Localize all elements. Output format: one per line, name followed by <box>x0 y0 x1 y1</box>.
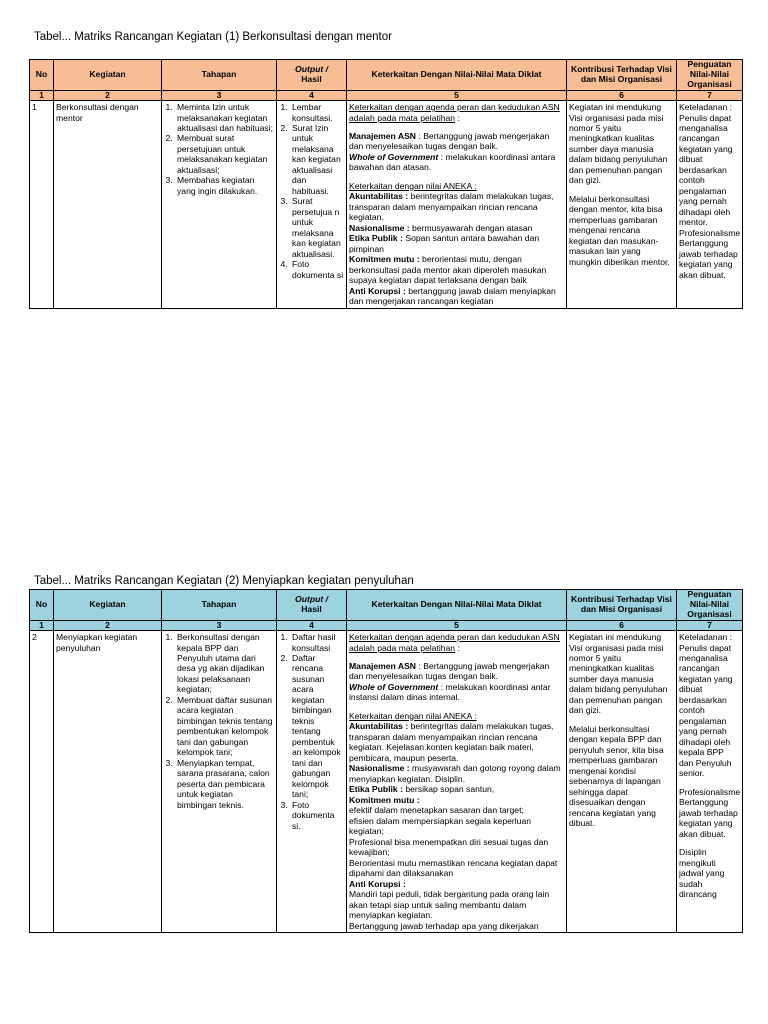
col-number: 3 <box>162 621 277 631</box>
col-number: 3 <box>162 91 277 101</box>
col-number: 7 <box>677 91 743 101</box>
header-kegiatan: Kegiatan <box>54 60 162 91</box>
tahapan-list <box>164 102 274 196</box>
list-item: 3. Menyiapkan tempat, sarana prasarana, calon peserta dan pembicara untuk kegiatan bimbingan teknis. <box>175 758 274 810</box>
col-number: 2 <box>54 621 162 631</box>
row-penguatan <box>677 631 743 933</box>
row-output <box>277 101 347 309</box>
manajemen-asn: Manajemen ASN : Bertanggung jawab mengerjakan dan menyelesaikan tugas dengan baik. <box>349 660 550 682</box>
aneka-heading: Keterkaitan dengan nilai ANEKA : <box>349 710 477 721</box>
whole-of-government: Whole of Government : melakukan koordinasi antar instansi dalam dinas internal. <box>349 681 551 703</box>
row-no: 1 <box>30 101 54 309</box>
list-item: 1. Lembar konsultasi. <box>290 102 344 123</box>
output-list <box>279 102 344 280</box>
col-number: 7 <box>677 621 743 631</box>
row-kegiatan: Menyiapkan kegiatan penyuluhan <box>54 631 162 933</box>
anti-korupsi-label: Anti Korupsi : <box>349 878 406 889</box>
header-kegiatan: Kegiatan <box>54 590 162 621</box>
header-row <box>30 590 743 621</box>
col-number: 6 <box>567 91 677 101</box>
activity-matrix-table-1 <box>29 59 743 309</box>
komitmen-mutu-line: efisien dalam mempersiapkan segala keperluan kegiatan; <box>349 815 532 837</box>
table-row <box>30 101 743 309</box>
row-output <box>277 631 347 933</box>
row-no: 2 <box>30 631 54 933</box>
penguatan-paragraph: Keteladanan : Penulis dapat menganalisa rancangan kegiatan yang dibuat berdasarkan contoh pengalaman yang pernah dihadapi oleh kepala BPP dan Penyuluh senior. <box>679 632 733 779</box>
header-output-line1: Output / <box>295 594 328 605</box>
nasionalisme: Nasionalisme : bermusyawarah dengan atasan <box>349 222 533 233</box>
header-keterkaitan: Keterkaitan Dengan Nilai-Nilai Mata Diklat <box>347 590 567 621</box>
header-penguatan: Penguatan Nilai-Nilai Organisasi <box>677 590 743 621</box>
column-number-row <box>30 621 743 631</box>
aneka-heading: Keterkaitan dengan nilai ANEKA : <box>349 180 477 191</box>
row-tahapan <box>162 101 277 309</box>
list-item: 1. Daftar hasil konsultasi <box>290 632 344 653</box>
komitmen-mutu-line: efektif dalam menetapkan sasaran dan target; <box>349 805 524 816</box>
table2-caption: Tabel... Matriks Rancangan Kegiatan (2) Menyiapkan kegiatan penyuluhan <box>34 575 414 587</box>
col-number: 1 <box>30 91 54 101</box>
col-number: 4 <box>277 621 347 631</box>
manajemen-asn: Manajemen ASN : Bertanggung jawab mengerjakan dan menyelesaikan tugas dengan baik. <box>349 130 550 152</box>
anti-korupsi-line: Bertanggung jawab terhadap apa yang dikerjakan <box>349 920 539 931</box>
row-keterkaitan <box>347 631 567 933</box>
whole-of-government: Whole of Government : melakukan koordinasi antara bawahan dan atasan. <box>349 151 556 173</box>
column-number-row <box>30 91 743 101</box>
col-number: 5 <box>347 91 567 101</box>
activity-matrix-table-2 <box>29 589 743 933</box>
row-tahapan <box>162 631 277 933</box>
akuntabilitas: Akuntabilitas : berintegritas dalam melakukan tugas, transparan dalam menyampaikan rincian rencana kegiatan. Kejelasan konten kegiatan baik materi, pembicara, maupun peserta. <box>349 721 554 763</box>
asn-agenda-heading: Keterkaitan dengan agenda peran dan kedudukan ASN adalah pada mata pelatihan : <box>349 102 560 123</box>
header-penguatan: Penguatan Nilai-Nilai Organisasi <box>677 60 743 91</box>
table-row <box>30 631 743 933</box>
header-output <box>277 60 347 91</box>
komitmen-mutu-label: Komitmen mutu : <box>349 794 420 805</box>
kontribusi-paragraph: Melalui berkonsultasi dengan mentor, kita bisa memperluas gambaran mengenai rencana kegiatan dan masukan-masukan lain yang mungkin diberikan mentor. <box>569 193 670 267</box>
row-penguatan: Keteladanan : Penulis dapat menganalisa rancangan kegiatan yang dibuat berdasarkan contoh pengalaman yang pernah dihadapi oleh mentor. Profesionalisme Bertanggung jawab terhadap kegiatan yang akan dibuat. <box>677 101 743 309</box>
list-item: 4. Foto dokumenta si <box>290 259 344 280</box>
col-number: 6 <box>567 621 677 631</box>
etika-publik: Etika Publik : bersikap sopan santun, <box>349 784 495 795</box>
header-kontribusi: Kontribusi Terhadap Visi dan Misi Organisasi <box>567 590 677 621</box>
header-kontribusi: Kontribusi Terhadap Visi dan Misi Organisasi <box>567 60 677 91</box>
list-item: 1. Berkonsultasi dengan kepala BPP dan Penyuluh utama dari desa yg akan dijadikan lokasi pelaksanaan kegiatan; <box>175 632 274 695</box>
header-row <box>30 60 743 91</box>
tahapan-list <box>164 632 274 810</box>
etika-publik: Etika Publik : Sopan santun antara bawahan dan pimpinan <box>349 233 540 254</box>
list-item: 3. Membahas kegiatan yang ingin dilakukan. <box>175 175 274 196</box>
list-item: 2. Surat Izin untuk melaksana kan kegiatan aktualisasi dan habituasi. <box>290 123 344 196</box>
header-tahapan: Tahapan <box>162 590 277 621</box>
nasionalisme: Nasionalisme : musyawarah dan gotong royong dalam menyiapkan kegiatan. Disiplin. <box>349 763 561 784</box>
col-number: 4 <box>277 91 347 101</box>
komitmen-mutu: Komitmen mutu : berorientasi mutu, dengan berkonsultasi pada mentor akan diperoleh masukan supaya kegiatan dapat terlaksana dengan baik <box>349 254 547 286</box>
header-output <box>277 590 347 621</box>
header-keterkaitan: Keterkaitan Dengan Nilai-Nilai Mata Diklat <box>347 60 567 91</box>
row-kontribusi <box>567 101 677 309</box>
header-tahapan: Tahapan <box>162 60 277 91</box>
list-item: 1. Meminta Izin untuk melaksanakan kegiatan aktualisasi dan habituasi; <box>175 102 274 133</box>
header-output-line1: Output / <box>295 64 328 75</box>
kontribusi-paragraph: Melalui berkonsultasi dengan kepala BPP dan penyuluh senor, kita bisa memperluas gambaran mengenai kondisi sebenarnya di lapangan sehingga dapat disesuaikan dengan rencana kegiatan yang dibuat. <box>569 723 664 829</box>
komitmen-mutu-line: Profesional bisa menempatkan diri sesuai tugas dan kewajiban; <box>349 836 549 858</box>
penguatan-paragraph: Profesionalisme Bertanggung jawab terhadap kegiatan yang akan dibuat. <box>679 786 741 839</box>
list-item: 2. Membuat daftar susunan acara kegiatan bimbingan teknis tentang pembentukan kelompok tani dan gabungan kelompok tani; <box>175 695 274 758</box>
penguatan-paragraph: Disiplin mengikuti jadwal yang sudah dirancang <box>679 847 725 900</box>
anti-korupsi-line: Mandiri tapi peduli, tidak bergantung pada orang lain akan tetapi siap untuk saling membantu dalam menyiapkan kegiatan. <box>349 889 550 921</box>
header-output-line2: Hasil <box>301 604 322 614</box>
anti-korupsi: Anti Korupsi : bertanggung jawab dalam menyiapkan dan mengerjakan rancangan kegiatan <box>349 285 556 307</box>
row-keterkaitan <box>347 101 567 309</box>
output-list <box>279 632 344 831</box>
list-item: 3. Foto dokumenta si. <box>290 800 344 831</box>
kontribusi-paragraph: Kegiatan ini mendukung Visi organisasi pada misi nomor 5 yaitu meningkatkan kualitas sumber daya manusia dalam bidang penyuluhan dan pemenuhan pangan dan gizi. <box>569 102 668 186</box>
asn-agenda-heading: Keterkaitan dengan agenda peran dan kedudukan ASN adalah pada mata pelatihan : <box>349 632 560 653</box>
col-number: 2 <box>54 91 162 101</box>
akuntabilitas: Akuntabilitas : berintegritas dalam melakukan tugas, transparan dalam menyampaikan rincian rencana kegiatan. <box>349 191 554 223</box>
row-kontribusi <box>567 631 677 933</box>
row-kegiatan: Berkonsultasi dengan mentor <box>54 101 162 309</box>
col-number: 5 <box>347 621 567 631</box>
header-no: No <box>30 590 54 621</box>
kontribusi-paragraph: Kegiatan ini mendukung Visi organisasi pada misi nomor 5 yaitu meningkatkan kualitas sumber daya manusia dalam bidang penyuluhan dan pemenuhan pangan dan gizi. <box>569 632 668 716</box>
table1-caption: Tabel... Matriks Rancangan Kegiatan (1) Berkonsultasi dengan mentor <box>34 31 392 43</box>
list-item: 3. Surat persetujua n untuk melaksana kan kegiatan aktualisasi. <box>290 196 344 259</box>
list-item: 2. Membuat surat persetujuan untuk melaksanakan kegiatan aktualisasi; <box>175 133 274 175</box>
header-output-line2: Hasil <box>301 74 322 84</box>
col-number: 1 <box>30 621 54 631</box>
komitmen-mutu-line: Berorientasi mutu memastikan rencana kegiatan dapat dipahami dan dilaksanakan <box>349 857 558 879</box>
list-item: 2. Daftar rencana susunan acara kegiatan bimbingan teknis tentang pembentuk an kelompok tani dan gabungan kelompok tani; <box>290 653 344 800</box>
header-no: No <box>30 60 54 91</box>
